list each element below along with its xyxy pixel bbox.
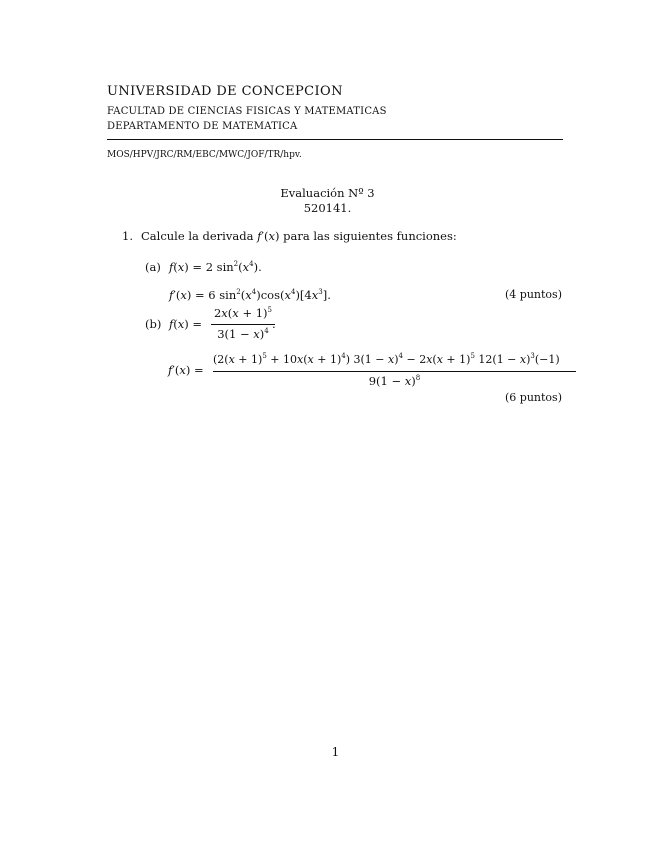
part-b-derivative-numerator: $(2(x + 1)^5 + 10x(x + 1)^4)$ $3(1 - x)^4 - 2x(x + 1)^5$ $12(1 - x)^3(-1)$ xyxy=(213,352,560,366)
statement-tail: para las siguientes funciones: xyxy=(283,229,457,243)
part-b-derivative-fraction-bar xyxy=(213,371,576,372)
university-name: UNIVERSIDAD DE CONCEPCION xyxy=(107,84,343,99)
part-b-denominator: $3(1 - x)^4$ xyxy=(217,327,269,341)
evaluation-title: Evaluación Nº 3 xyxy=(280,186,375,200)
part-b-label: (b) xyxy=(145,317,162,331)
part-b-derivative-denominator: $9(1 - x)^8$ xyxy=(368,374,421,388)
part-a-points: (4 puntos) xyxy=(505,288,562,301)
page-number: 1 xyxy=(331,745,340,759)
part-a-derivative: f′(x) = 6 $\sin^2(x^4)\cos(x^4)[4x^3]$. xyxy=(169,288,331,302)
part-b-derivative-lhs: f′(x) = xyxy=(168,363,204,377)
department-name: DEPARTAMENTO DE MATEMATICA xyxy=(107,121,298,132)
faculty-name: FACULTAD DE CIENCIAS FISICAS Y MATEMATICAS xyxy=(107,106,387,117)
part-b-period: . xyxy=(272,317,276,331)
problem-number: 1. xyxy=(122,229,133,243)
part-b-fraction-bar xyxy=(211,324,275,325)
course-code: 520141. xyxy=(303,201,352,215)
part-a-function: f(x) = 2 $\sin^2(x^4)$. xyxy=(169,260,262,274)
part-b-numerator: $2x(x + 1)^5$ xyxy=(213,306,273,320)
part-b-function-lhs: f(x) = xyxy=(169,317,203,331)
derivative-notation: f′(x) xyxy=(257,229,280,243)
part-b-points: (6 puntos) xyxy=(505,391,562,404)
statement-text: Calcule la derivada xyxy=(141,229,254,243)
problem-statement xyxy=(141,229,457,243)
authors-line: MOS/HPV/JRC/RM/EBC/MWC/JOF/TR/hpv. xyxy=(107,150,302,160)
header-rule xyxy=(107,139,563,140)
part-a-label: (a) xyxy=(145,260,161,274)
